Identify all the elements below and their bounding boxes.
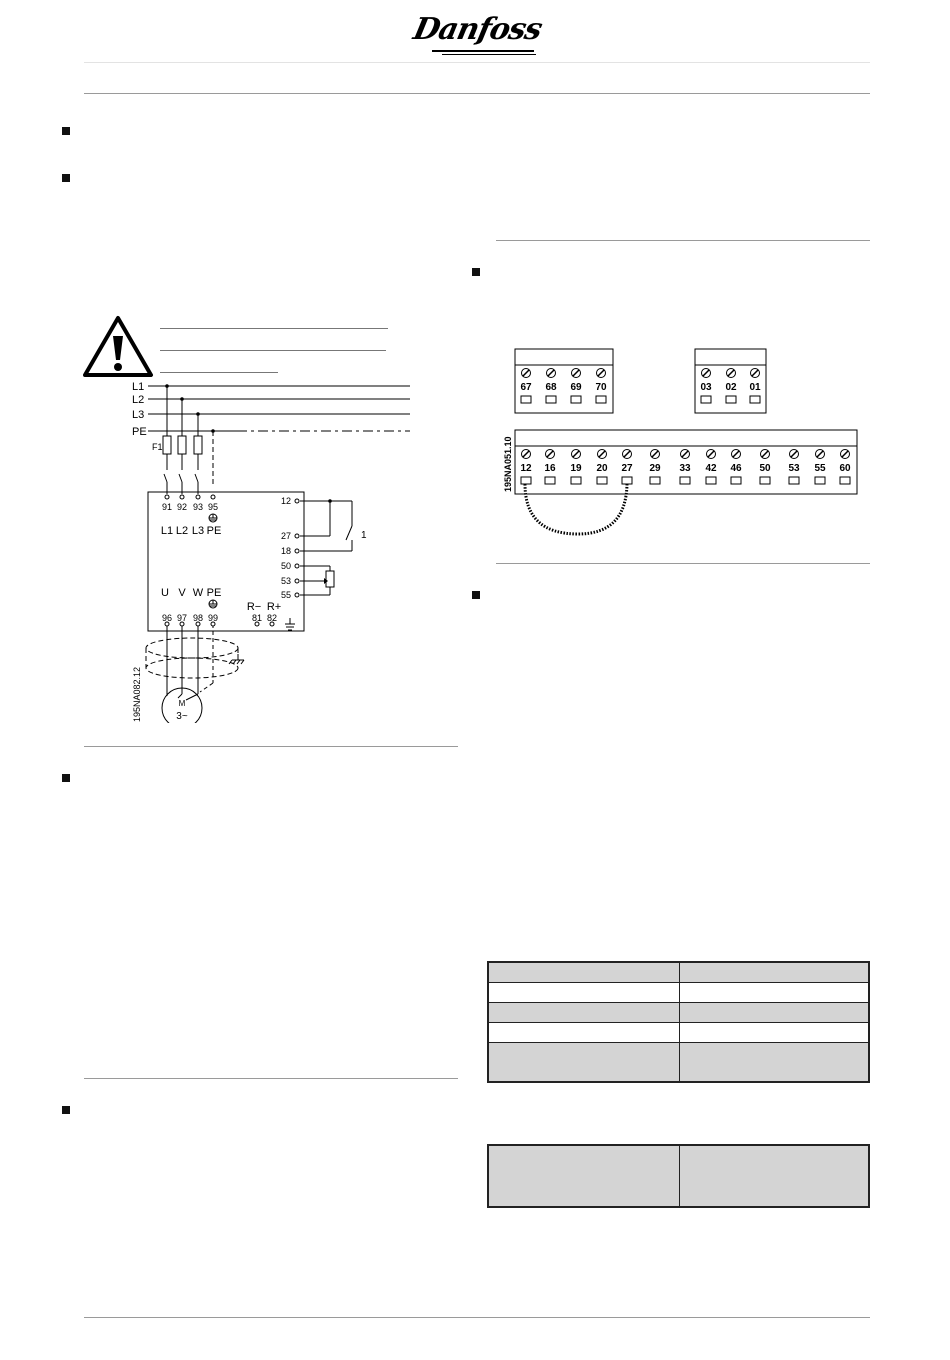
terminal-number: 55 (814, 463, 826, 474)
wire-entry (760, 477, 770, 484)
terminal-number: 01 (749, 382, 761, 393)
mains-label: PE (132, 426, 147, 438)
terminal-number: 33 (679, 463, 691, 474)
terminal-number: 16 (544, 463, 556, 474)
wire-entry (731, 477, 741, 484)
wire-entry (680, 477, 690, 484)
output-label: V (178, 587, 186, 599)
terminal-number: 46 (730, 463, 742, 474)
terminal-number: 03 (700, 382, 712, 393)
header-rule-light (84, 62, 870, 63)
motor-label: M (178, 699, 186, 708)
terminal-number: 29 (649, 463, 661, 474)
section-rule (496, 240, 870, 241)
mains-label: L1 (132, 381, 145, 393)
section-bullet (472, 591, 480, 599)
wire-entry (571, 396, 581, 403)
terminal-label: L2 (175, 525, 189, 537)
control-terminal: 18 (280, 546, 291, 556)
terminal-number: 69 (570, 382, 582, 393)
section-bullet (62, 774, 70, 782)
terminal-label: PE (206, 525, 222, 537)
danfoss-logo: Danfoss (410, 12, 545, 47)
wire-entry (521, 477, 531, 484)
logo-underline (432, 50, 534, 52)
terminal-number: 50 (759, 463, 771, 474)
terminal-number: 98 (192, 613, 204, 623)
terminal-number: 93 (192, 502, 204, 512)
mains-label: L2 (132, 394, 145, 406)
terminal-number: 20 (596, 463, 608, 474)
terminal-number: 99 (207, 613, 219, 623)
output-label: PE (206, 587, 222, 599)
wiring-diagram (120, 378, 420, 723)
terminal-number: 91 (161, 502, 173, 512)
motor-phase: 3~ (176, 711, 188, 722)
section-bullet (62, 127, 70, 135)
wire-entry (545, 477, 555, 484)
control-terminal: 12 (280, 496, 291, 506)
section-rule (84, 1078, 458, 1079)
logo-underline-thin (442, 54, 536, 55)
control-terminal: 53 (280, 576, 291, 586)
terminal-label: L1 (160, 525, 174, 537)
wire-entry (622, 477, 632, 484)
mains-label: L3 (132, 409, 145, 421)
warning-text-line (160, 350, 386, 351)
wire-entry (546, 396, 556, 403)
warning-icon (82, 314, 154, 378)
brake-label: R− (246, 601, 262, 613)
terminal-number: 81 (251, 613, 263, 623)
terminal-number: 67 (520, 382, 532, 393)
terminal-number: 42 (705, 463, 717, 474)
header-rule (84, 93, 870, 94)
wire-entry (650, 477, 660, 484)
wire-entry (596, 396, 606, 403)
wire-entry (597, 477, 607, 484)
wire-entry (789, 477, 799, 484)
control-terminal: 50 (280, 561, 291, 571)
wire-entry (750, 396, 760, 403)
terminal-number: 12 (520, 463, 532, 474)
wire-entry (840, 477, 850, 484)
wire-entry (701, 396, 711, 403)
wire-entry (521, 396, 531, 403)
section-bullet (62, 1106, 70, 1114)
control-terminal: 27 (280, 531, 291, 541)
spec-table (487, 961, 870, 1083)
figure-id: 195NA082.12 (132, 666, 142, 722)
terminal-number: 82 (266, 613, 278, 623)
fuse-label: F1 (152, 442, 163, 452)
terminal-number: 53 (788, 463, 800, 474)
wire-entry (815, 477, 825, 484)
section-rule (496, 563, 870, 564)
jumper-wire (525, 484, 627, 534)
section-bullet (472, 268, 480, 276)
output-label: U (161, 587, 169, 599)
terminal-block-diagram (498, 344, 868, 544)
terminal-number: 19 (570, 463, 582, 474)
terminal-number: 97 (176, 613, 188, 623)
terminal-number: 68 (545, 382, 557, 393)
brake-label: R+ (266, 601, 282, 613)
output-label: W (192, 587, 204, 599)
terminal-label: L3 (191, 525, 205, 537)
terminal-number: 92 (176, 502, 188, 512)
switch-label: 1 (361, 530, 367, 541)
terminal-number: 02 (725, 382, 737, 393)
footer-rule (84, 1317, 870, 1318)
terminal-number: 96 (161, 613, 173, 623)
section-bullet (62, 174, 70, 182)
wire-entry (706, 477, 716, 484)
spec-table (487, 1144, 870, 1208)
control-terminal: 55 (280, 590, 291, 600)
terminal-number: 70 (595, 382, 607, 393)
terminal-number: 60 (839, 463, 851, 474)
terminal-number: 27 (621, 463, 633, 474)
warning-text-line (160, 372, 278, 373)
wire-entry (726, 396, 736, 403)
warning-text-line (160, 328, 388, 329)
section-rule (84, 746, 458, 747)
terminal-number: 95 (207, 502, 219, 512)
figure-id: 195NA051.10 (503, 436, 513, 492)
wire-entry (571, 477, 581, 484)
